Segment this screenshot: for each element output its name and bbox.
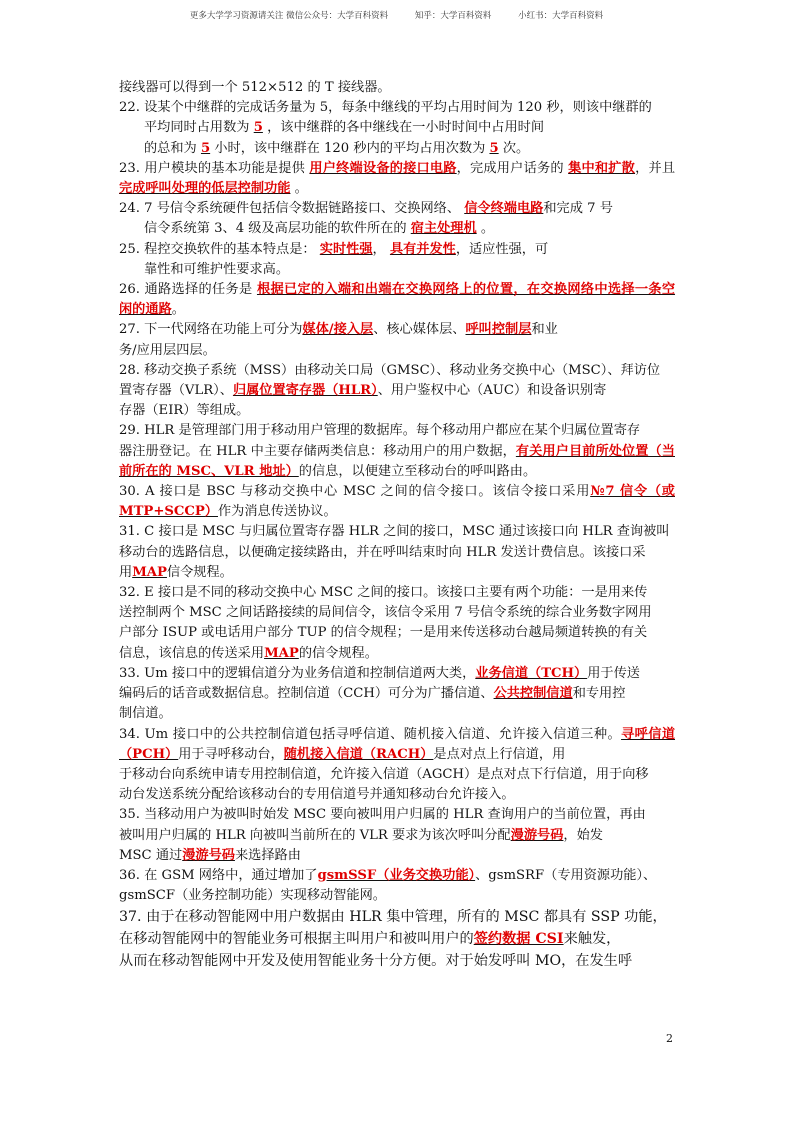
question-35: 35. 当移动用户为被叫时始发 MSC 要向被叫用户归属的 HLR 查询用户的当前位置，再由 被叫用户归属的 HLR 向被叫当前所在的 VLR 要求为该次呼叫分配漫游号码，始发 MSC 通过漫游号码来选择路由 [119, 807, 646, 863]
answer: 具有并发性 [389, 241, 456, 257]
question-37: 37. 由于在移动智能网中用户数据由 HLR 集中管理，所有的 MSC 都具有 SSP 功能， 在移动智能网中的智能业务可根据主叫用户和被叫用户的签约数据 CSI来触发， 从而在移动智能网中开发及使用智能业务十分方便。对于始发呼叫 MO，在发生呼 [119, 909, 667, 970]
answer: 公共控制信道 [493, 686, 573, 702]
question-36: 36. 在 GSM 网络中，通过增加了gsmSSF（业务交换功能）、gsmSRF（专用资源功能）、 gsmSCF（业务控制功能）实现移动智能网。 [119, 867, 657, 904]
header-right: 小红书：大学百科资料 [518, 11, 604, 21]
header-middle: 知乎：大学百科资料 [414, 11, 492, 21]
answer: 漫游号码 [182, 847, 235, 863]
answer: 归属位置寄存器（HLR） [232, 383, 378, 399]
question-27: 27. 下一代网络在功能上可分为媒体/接入层、核心媒体层、呼叫控制层和业 务/应用层四层。 [119, 322, 558, 358]
question-28: 28. 移动交换子系统（MSS）由移动关口局（GMSC）、移动业务交换中心（MSC）、拜访位 置寄存器（VLR）、归属位置寄存器（HLR）、用户鉴权中心（AUC）和设备识别寄 存器（EIR）等组成。 [119, 362, 661, 419]
answer: 5 [253, 120, 263, 136]
answer: №7 信令（或 MTP+SCCP） [119, 484, 675, 520]
question-24: 24. 7 号信令系统硬件包括信令数据链路接口、交换网络、 信令终端电路和完成 7 号 信令系统第 3、4 级及高层功能的软件所在的 宿主处理机 。 [119, 201, 613, 237]
answer: 信令终端电路 [464, 201, 544, 217]
question-32: 32. E 接口是不同的移动交换中心 MSC 之间的接口。该接口主要有两个功能：一是用来传 送控制两个 MSC 之间话路接续的局间信令，该信令采用 7 号信令系统的综合业务数字网用 户部分 ISUP 或电话用户部分 TUP 的信令规程；一是用来传送移动台越局频道转换的有关 信息，该信息的传送采用MAP的信令规程。 [119, 585, 652, 661]
answer: 寻呼信道（PCH） [119, 726, 676, 762]
answer: MAP [264, 645, 299, 661]
answer: 漫游号码 [510, 827, 564, 843]
question-31: 31. C 接口是 MSC 与归属位置寄存器 HLR 之间的接口，MSC 通过该接口向 HLR 查询被叫 移动台的选路信息，以便确定接续路由，并在呼叫结束时向 HLR 发送计费信息。该接口采 用MAP信令规程。 [119, 524, 670, 580]
question-34: 34. Um 接口中的公共控制信道包括寻呼信道、随机接入信道、允许接入信道三种。寻呼信道（PCH）用于寻呼移动台，随机接入信道（RACH）是点对点上行信道，用 于移动台向系统申请专用控制信道，允许接入信道（AGCH）是点对点下行信道，用于向移 动台发送系统分配给该移动台的专用信道号并通知移动台允许接入。 [119, 726, 676, 803]
answer: 实时性强 [319, 241, 373, 257]
question-26: 26. 通路选择的任务是 根据已定的入端和出端在交换网络上的位置，在交换网络中选择一条空闲的通路。 [119, 282, 676, 318]
header-left: 更多大学学习资源请关注 微信公众号：大学百科资料 [189, 11, 389, 21]
answer: 签约数据 CSI [473, 931, 564, 948]
question-30: 30. A 接口是 BSC 与移动交换中心 MSC 之间的信令接口。该信令接口采用№7 信令（或 MTP+SCCP）作为消息传送协议。 [119, 484, 675, 520]
answer: 有关用户目前所处位置（当前所在的 MSC、VLR 地址） [119, 443, 675, 479]
answer: 完成呼叫处理的低层控制功能 [119, 181, 291, 197]
line-continuation: 接线器可以得到一个 512×512 的 T 接线器。 [119, 80, 391, 95]
answer: 用户终端设备的接口电路 [309, 160, 457, 176]
question-23: 23. 用户模块的基本功能是提供 用户终端设备的接口电路，完成用户话务的 集中和扩散，并且 完成呼叫处理的低层控制功能 。 [119, 160, 676, 197]
page-header [0, 9, 793, 21]
question-22: 22. 设某个中继群的完成话务量为 5，每条中继线的平均占用时间为 120 秒，则该中继群的 平均同时占用数为 5 ，该中继群的各中继线在一小时时间中占用时间 的总和为 5 小时，该中继群在 120 秒内的平均占用次数为 5 次。 [119, 100, 652, 156]
answer: 宿主处理机 [410, 221, 477, 237]
answer: 媒体/接入层 [302, 322, 374, 338]
answer: 随机接入信道（RACH） [283, 746, 434, 762]
answer: 业务信道（TCH） [475, 665, 588, 681]
answer: 5 [489, 140, 499, 156]
page-number: 2 [666, 1032, 673, 1045]
question-29: 29. HLR 是管理部门用于移动用户管理的数据库。每个移动用户都应在某个归属位置寄存 器注册登记。在 HLR 中主要存储两类信息：移动用户的用户数据，有关用户目前所处位置（当前所在的 MSC、VLR 地址）的信息，以便建立至移动台的呼叫路由。 [119, 423, 675, 479]
answer: 5 [200, 140, 211, 156]
document-body [119, 78, 675, 972]
question-33: 33. Um 接口中的逻辑信道分为业务信道和控制信道两大类，业务信道（TCH）用于传送 编码后的话音或数据信息。控制信道（CCH）可分为广播信道、公共控制信道和专用控 制信道。 [119, 665, 640, 722]
answer: MAP [132, 564, 167, 580]
question-25: 25. 程控交换软件的基本特点是： 实时性强， 具有并发性，适应性强，可 靠性和可维护性要求高。 [119, 241, 549, 277]
answer: gsmSSF（业务交换功能） [317, 867, 476, 883]
answer: 根据已定的入端和出端在交换网络上的位置，在交换网络中选择一条空闲的通路 [119, 282, 676, 318]
answer: 集中和扩散 [568, 160, 636, 176]
answer: 呼叫控制层 [465, 322, 532, 338]
